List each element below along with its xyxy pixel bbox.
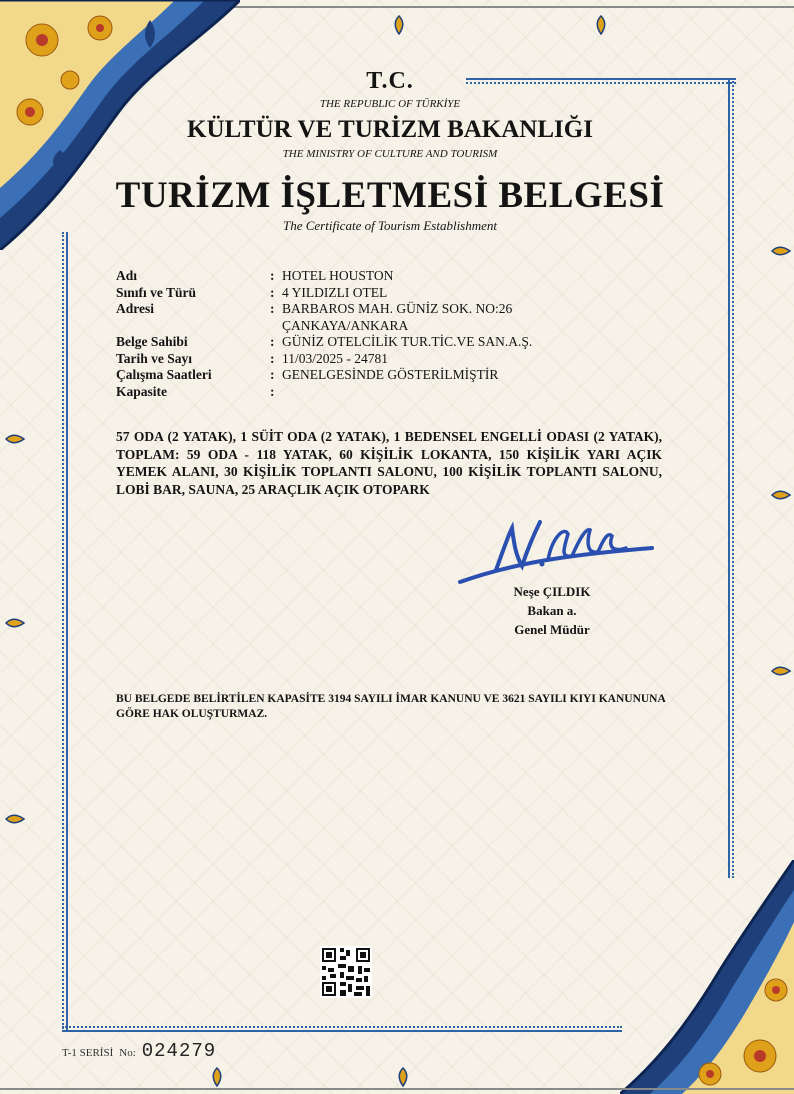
field-row-owner (116, 334, 676, 351)
tulip-ornament-icon (770, 660, 792, 682)
field-value (282, 301, 676, 334)
header-republic-en: THE REPUBLIC OF TÜRKİYE (319, 98, 461, 110)
field-label: Tarih ve Sayı (116, 350, 193, 366)
header-ministry-en: THE MINISTRY OF CULTURE AND TOURISM (282, 148, 498, 160)
field-label: Adı (116, 268, 138, 283)
field-row-name (116, 268, 676, 285)
field-label: Kapasite (116, 383, 168, 399)
series-label: T-1 SERİSİ (62, 1047, 114, 1059)
handwritten-signature (456, 508, 656, 588)
field-value-line: 11/03/2025 - 24781 (282, 350, 388, 366)
frame-border-bottom (62, 1026, 622, 1032)
field-value (282, 384, 676, 401)
capacity-text: 57 ODA (2 YATAK), 1 SÜİT ODA (2 YATAK), 1 BEDENSEL ENGELLİ ODASI (2 YATAK), TOPLAM: 59 ODA - 118 YATAK, 60 KİŞİLİK LOKANTA, 150 KİŞİLİK YARI AÇIK YEMEK ALANI, 30 KİŞİLİK TOPLANTI SALONU, 100 KİŞİLİK TOPLANTI SALONU, LOBİ BAR, SAUNA, 25 ARAÇLIK AÇIK OTOPARK (116, 429, 662, 497)
serial-no-value: 024279 (141, 1040, 217, 1062)
field-colon: : (270, 284, 275, 300)
signatory-name: Neşe ÇILDIK (513, 584, 591, 599)
tulip-ornament-icon (206, 1066, 228, 1088)
serial-no-label: No: (119, 1047, 136, 1059)
field-colon: : (270, 367, 275, 382)
field-row-date (116, 351, 676, 368)
field-colon: : (270, 350, 275, 366)
tulip-ornament-icon (4, 428, 26, 450)
field-colon: : (270, 334, 275, 349)
field-row-class (116, 285, 676, 302)
legal-notice: BU BELGEDE BELİRTİLEN KAPASİTE 3194 SAYILI İMAR KANUNU VE 3621 SAYILI KIYI KANUNUNA GÖRE HAK OLUŞTURMAZ. (116, 693, 666, 720)
signatory-block (472, 582, 632, 639)
frame-border-right (728, 78, 734, 878)
field-value-line: ÇANKAYA/ANKARA (282, 317, 409, 333)
tulip-ornament-icon (770, 240, 792, 262)
tulip-ornament-icon (392, 1066, 414, 1088)
certificate-title: TURİZM İŞLETMESİ BELGESİ (115, 175, 665, 216)
signatory-title: Genel Müdür (514, 622, 590, 637)
tulip-ornament-icon (590, 14, 612, 36)
qr-code-icon[interactable] (320, 946, 372, 998)
certificate-fields (116, 268, 676, 400)
field-label: Sınıfı ve Türü (116, 284, 197, 300)
scan-edge-bottom (0, 1088, 794, 1090)
corner-ornament-bottom-right (620, 860, 794, 1094)
tulip-ornament-icon (388, 14, 410, 36)
field-row-address (116, 301, 676, 334)
tulip-ornament-icon (4, 808, 26, 830)
tulip-ornament-icon (4, 612, 26, 634)
frame-border-left (62, 232, 68, 1032)
field-label: Adresi (116, 301, 155, 316)
field-value-line: GÜNİZ OTELCİLİK TUR.TİC.VE SAN.A.Ş. (282, 334, 533, 349)
field-colon: : (270, 383, 275, 399)
header-tc: T.C. (366, 68, 414, 94)
certificate-title-en: The Certificate of Tourism Establishment (282, 218, 498, 233)
field-colon: : (270, 301, 275, 316)
tulip-ornament-icon (770, 484, 792, 506)
field-value (282, 351, 676, 368)
field-label: Belge Sahibi (116, 334, 188, 349)
field-colon: : (270, 268, 275, 283)
field-row-hours (116, 367, 676, 384)
field-value-line: BARBAROS MAH. GÜNİZ SOK. NO:26 (282, 301, 513, 316)
field-value-line: GENELGESİNDE GÖSTERİLMİŞTİR (282, 367, 499, 382)
signatory-line2: Bakan a. (527, 603, 577, 618)
field-value (282, 285, 676, 302)
field-row-capacity (116, 384, 676, 401)
field-value-line: 4 YILDIZLI OTEL (282, 284, 388, 300)
field-value (282, 334, 676, 351)
field-value-line: HOTEL HOUSTON (282, 268, 394, 283)
field-value (282, 367, 676, 384)
field-value (282, 268, 676, 285)
serial-number (62, 1040, 216, 1062)
header-ministry: KÜLTÜR VE TURİZM BAKANLIĞI (187, 116, 593, 143)
field-label: Çalışma Saatleri (116, 367, 212, 382)
